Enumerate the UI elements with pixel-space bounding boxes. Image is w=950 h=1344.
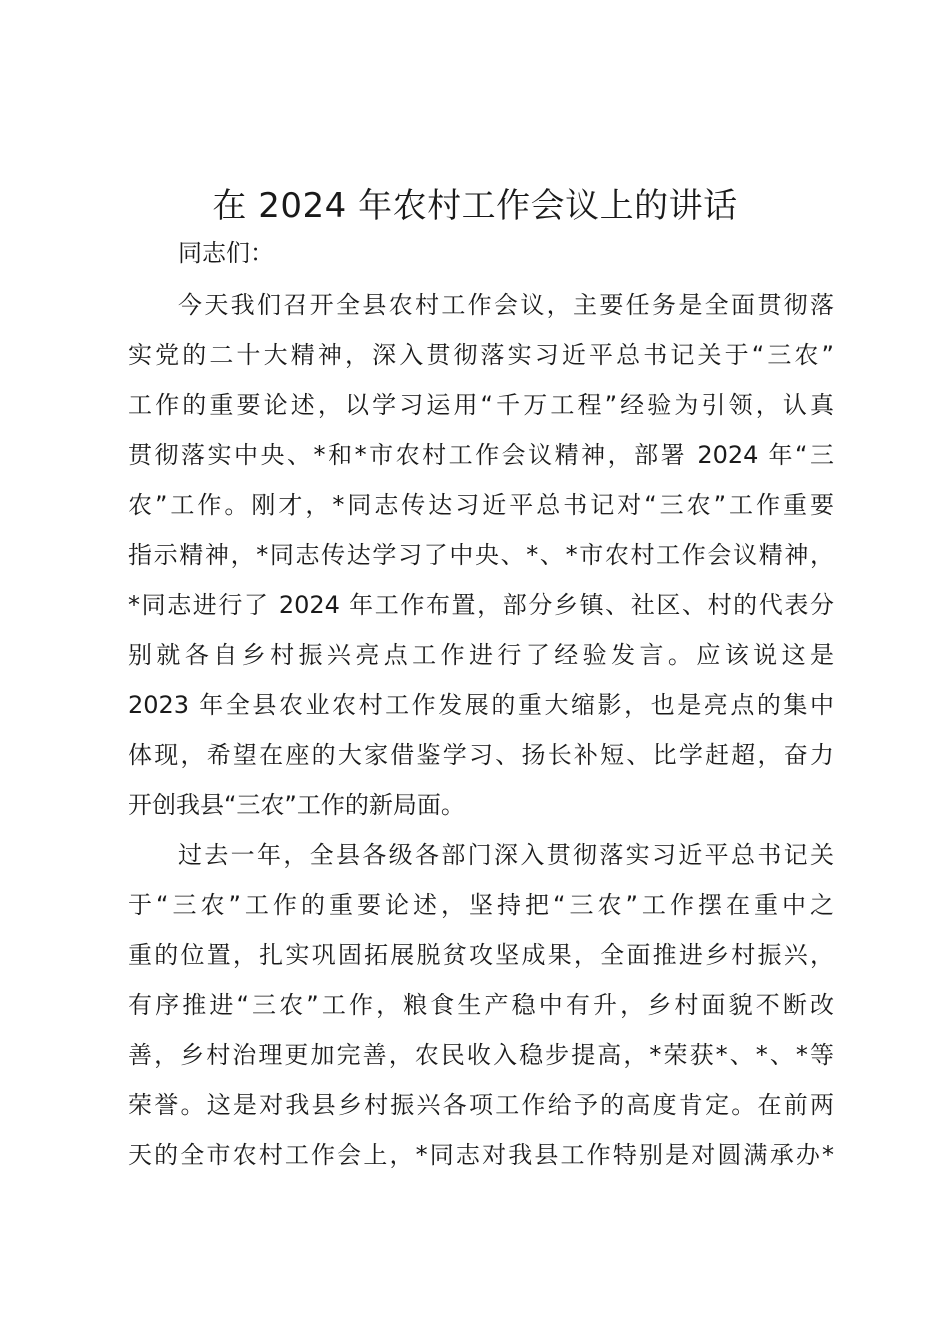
paragraph-line: 开创我县“三农”工作的新局面。 [128, 791, 465, 819]
paragraph-line: 贯彻落实中央、*和*市农村工作会议精神，部署 2024 年“三 [128, 441, 834, 469]
paragraph-line: 别就各自乡村振兴亮点工作进行了经验发言。应该说这是 [128, 641, 834, 669]
salutation: 同志们： [178, 239, 274, 267]
paragraph-line: 有序推进“三农”工作，粮食生产稳中有升，乡村面貌不断改 [128, 991, 834, 1019]
paragraph-line: 天的全市农村工作会上，*同志对我县工作特别是对圆满承办* [128, 1141, 834, 1169]
paragraph-line: *同志进行了 2024 年工作布置，部分乡镇、社区、村的代表分 [128, 591, 834, 619]
paragraph-line: 于“三农”工作的重要论述，坚持把“三农”工作摆在重中之 [128, 891, 834, 919]
paragraph-line: 农”工作。刚才，*同志传达习近平总书记对“三农”工作重要 [128, 491, 834, 519]
paragraph-line: 体现，希望在座的大家借鉴学习、扬长补短、比学赶超，奋力 [128, 741, 834, 769]
paragraph-line: 重的位置，扎实巩固拓展脱贫攻坚成果，全面推进乡村振兴， [128, 941, 834, 969]
paragraph-2 [128, 830, 834, 1180]
document-title: 在 2024 年农村工作会议上的讲话 [212, 186, 738, 226]
paragraph-line: 过去一年，全县各级各部门深入贯彻落实习近平总书记关 [178, 841, 834, 869]
paragraph-line: 2023 年全县农业农村工作发展的重大缩影，也是亮点的集中 [128, 691, 834, 719]
paragraph-1 [128, 280, 834, 830]
paragraph-line: 工作的重要论述，以学习运用“千万工程”经验为引领，认真 [128, 391, 834, 419]
paragraph-line: 实党的二十大精神，深入贯彻落实习近平总书记关于“三农” [128, 341, 834, 369]
paragraph-line: 善，乡村治理更加完善，农民收入稳步提高，*荣获*、*、*等 [128, 1041, 834, 1069]
paragraph-line: 荣誉。这是对我县乡村振兴各项工作给予的高度肯定。在前两 [128, 1091, 834, 1119]
paragraph-line: 指示精神，*同志传达学习了中央、*、*市农村工作会议精神， [128, 541, 834, 569]
paragraph-line: 今天我们召开全县农村工作会议，主要任务是全面贯彻落 [178, 291, 834, 319]
